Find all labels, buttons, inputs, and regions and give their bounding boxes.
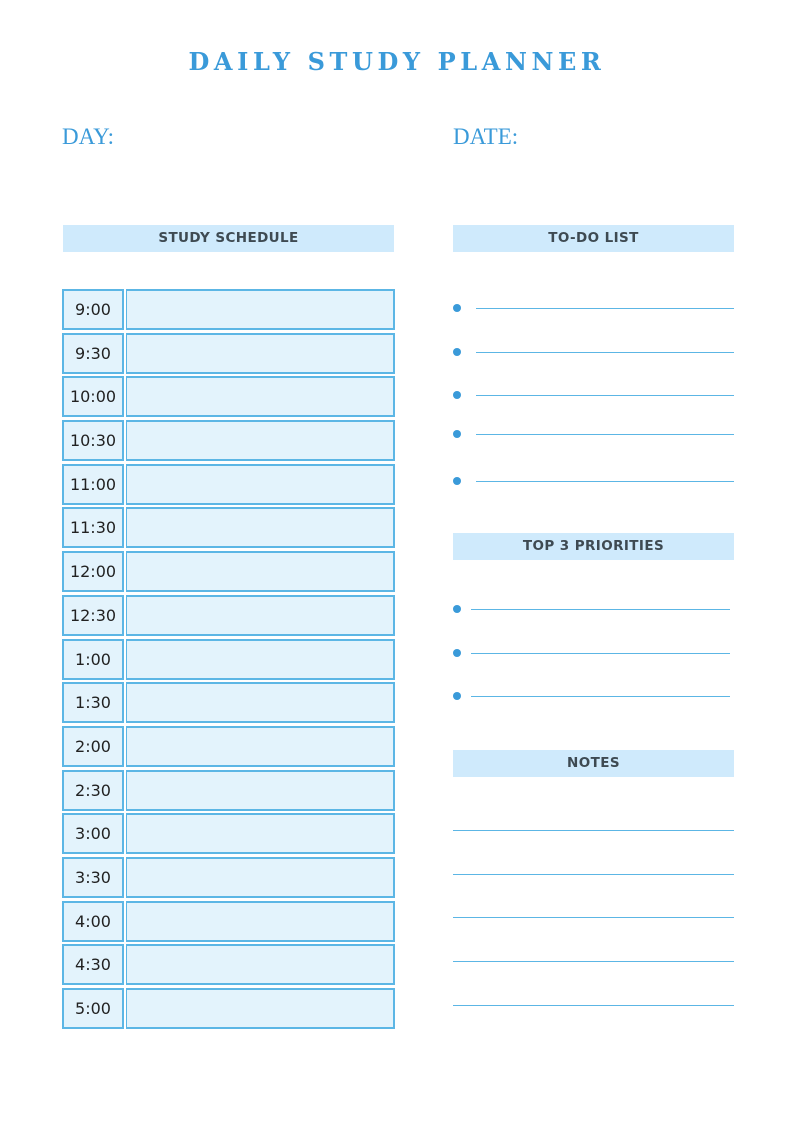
schedule-row [62,289,395,330]
schedule-entry-field[interactable] [126,420,395,461]
todo-item[interactable] [453,477,734,487]
schedule-entry-field[interactable] [126,464,395,505]
schedule-row [62,376,395,417]
schedule-entry-field[interactable] [126,507,395,548]
notes-line[interactable] [453,917,734,918]
schedule-entry-field[interactable] [126,551,395,592]
todo-write-line [476,395,734,396]
time-label: 4:00 [62,901,124,942]
time-label: 1:30 [62,682,124,723]
time-label: 10:00 [62,376,124,417]
schedule-entry-field[interactable] [126,901,395,942]
notes-line[interactable] [453,874,734,875]
todo-write-line [476,352,734,353]
schedule-row [62,988,395,1029]
schedule-row [62,770,395,811]
priority-write-line [471,653,730,654]
schedule-entry-field[interactable] [126,639,395,680]
todo-item[interactable] [453,304,734,314]
schedule-row [62,682,395,723]
bullet-icon [453,430,461,438]
priority-item[interactable] [453,605,734,615]
time-label: 12:00 [62,551,124,592]
time-label: 5:00 [62,988,124,1029]
schedule-row [62,595,395,636]
day-label: DAY: [62,124,114,149]
schedule-row [62,464,395,505]
schedule-row [62,813,395,854]
time-label: 9:30 [62,333,124,374]
time-label: 11:30 [62,507,124,548]
priority-item[interactable] [453,692,734,702]
schedule-entry-field[interactable] [126,988,395,1029]
schedule-entry-field[interactable] [126,289,395,330]
schedule-entry-field[interactable] [126,376,395,417]
notes-line[interactable] [453,830,734,831]
schedule-entry-field[interactable] [126,726,395,767]
time-label: 3:00 [62,813,124,854]
schedule-entry-field[interactable] [126,682,395,723]
schedule-row [62,420,395,461]
time-label: 4:30 [62,944,124,985]
todo-list-header: TO-DO LIST [453,225,734,252]
todo-item[interactable] [453,348,734,358]
schedule-entry-field[interactable] [126,333,395,374]
schedule-entry-field[interactable] [126,595,395,636]
priority-write-line [471,696,730,697]
time-label: 1:00 [62,639,124,680]
time-label: 11:00 [62,464,124,505]
priority-write-line [471,609,730,610]
schedule-row [62,944,395,985]
notes-header: NOTES [453,750,734,777]
bullet-icon [453,391,461,399]
bullet-icon [453,304,461,312]
notes-line[interactable] [453,1005,734,1006]
schedule-row [62,551,395,592]
top-priorities-header: TOP 3 PRIORITIES [453,533,734,560]
study-schedule-table [62,289,395,1032]
todo-write-line [476,308,734,309]
time-label: 2:30 [62,770,124,811]
todo-write-line [476,481,734,482]
todo-item[interactable] [453,391,734,401]
time-label: 9:00 [62,289,124,330]
todo-item[interactable] [453,430,734,440]
schedule-row [62,857,395,898]
time-label: 2:00 [62,726,124,767]
time-label: 3:30 [62,857,124,898]
schedule-row [62,901,395,942]
todo-write-line [476,434,734,435]
schedule-row [62,726,395,767]
bullet-icon [453,348,461,356]
bullet-icon [453,477,461,485]
date-label: DATE: [453,124,519,149]
bullet-icon [453,605,461,613]
schedule-entry-field[interactable] [126,857,395,898]
priority-item[interactable] [453,649,734,659]
schedule-entry-field[interactable] [126,813,395,854]
time-label: 10:30 [62,420,124,461]
time-label: 12:30 [62,595,124,636]
schedule-row [62,507,395,548]
schedule-row [62,333,395,374]
bullet-icon [453,649,461,657]
schedule-entry-field[interactable] [126,944,395,985]
schedule-entry-field[interactable] [126,770,395,811]
notes-line[interactable] [453,961,734,962]
page-title: DAILY STUDY PLANNER [188,47,606,76]
study-schedule-header: STUDY SCHEDULE [63,225,394,252]
bullet-icon [453,692,461,700]
schedule-row [62,639,395,680]
